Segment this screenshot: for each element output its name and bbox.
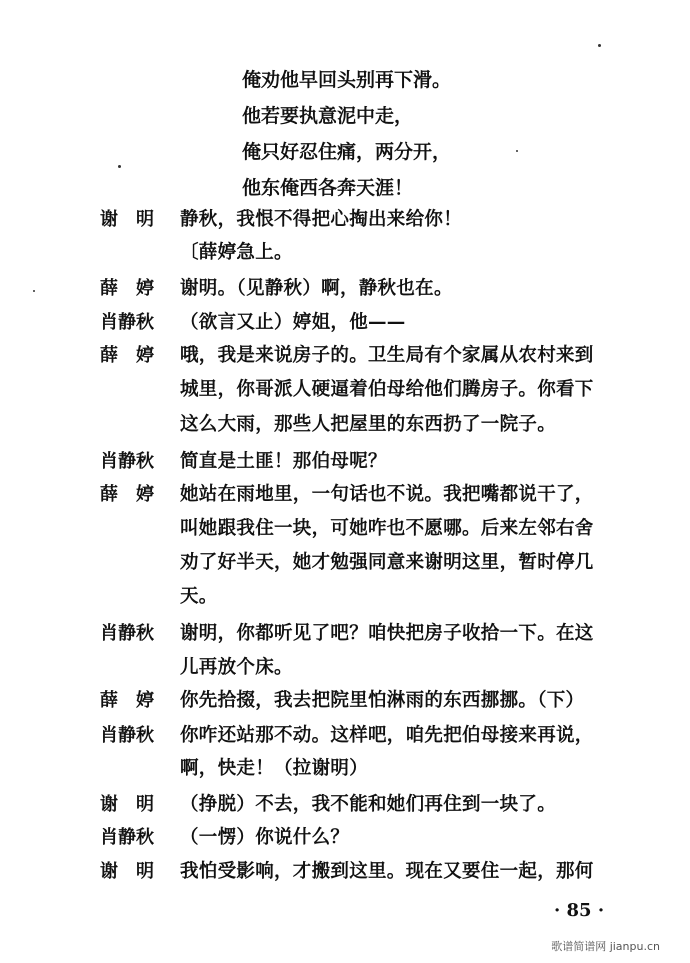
page-number: · 85 · <box>554 900 605 921</box>
speaker-name: 薛 婷 <box>100 278 154 299</box>
verse-line: 他若要执意泥中走， <box>242 105 414 127</box>
speaker-name: 肖静秋 <box>100 827 154 848</box>
dialogue-line: 静秋，我恨不得把心掏出来给你！ <box>180 209 463 230</box>
stage-direction: 〔薛婷急上。 <box>180 242 293 263</box>
speaker-name: 薛 婷 <box>100 690 154 711</box>
dialogue-line: 谢明，你都听见了吧？咱快把房子收拾一下。在这 <box>180 623 594 644</box>
print-speck <box>118 165 121 168</box>
speaker-name: 谢 明 <box>100 794 154 815</box>
dialogue-line: 天。 <box>180 586 218 607</box>
speaker-name: 薛 婷 <box>100 484 154 505</box>
dialogue-line: 哦，我是来说房子的。卫生局有个家属从农村来到 <box>180 345 594 366</box>
verse-line: 俺劝他早回头别再下滑。 <box>242 69 452 91</box>
dialogue-line: （欲言又止）婷姐，他—— <box>180 312 406 333</box>
print-speck <box>598 44 601 47</box>
verse-line: 他东俺西各奔天涯！ <box>242 177 414 199</box>
dialogue-line: 叫她跟我住一块，可她咋也不愿哪。后来左邻右舍 <box>180 518 594 539</box>
dialogue-line: 谢明。（见静秋）啊，静秋也在。 <box>180 278 453 299</box>
dialogue-line: 我怕受影响，才搬到这里。现在又要住一起，那何 <box>180 861 594 882</box>
speaker-name: 谢 明 <box>100 861 154 882</box>
speaker-name: 肖静秋 <box>100 725 154 746</box>
print-speck <box>516 150 518 152</box>
dialogue-line: 她站在雨地里，一句话也不说。我把嘴都说干了， <box>180 484 594 505</box>
dialogue-line: 你先拾掇，我去把院里怕淋雨的东西挪挪。（下） <box>180 690 585 711</box>
dialogue-line: 你咋还站那不动。这样吧，咱先把伯母接来再说， <box>180 725 594 746</box>
speaker-name: 肖静秋 <box>100 623 154 644</box>
print-speck <box>33 290 35 292</box>
speaker-name: 薛 婷 <box>100 345 154 366</box>
speaker-name: 肖静秋 <box>100 451 154 472</box>
verse-line: 俺只好忍住痛，两分开， <box>242 141 452 163</box>
dialogue-line: 啊，快走！（拉谢明） <box>180 758 369 779</box>
dialogue-line: （挣脱）不去，我不能和她们再住到一块了。 <box>180 794 557 815</box>
watermark: 歌谱简谱网 jianpu.cn <box>551 940 660 953</box>
dialogue-line: 这么大雨，那些人把屋里的东西扔了一院子。 <box>180 414 557 435</box>
dialogue-line: 简直是土匪！那伯母呢？ <box>180 451 387 472</box>
dialogue-line: 劝了好半天，她才勉强同意来谢明这里，暂时停几 <box>180 552 594 573</box>
dialogue-line: 城里，你哥派人硬逼着伯母给他们腾房子。你看下 <box>180 379 594 400</box>
speaker-name: 肖静秋 <box>100 312 154 333</box>
dialogue-line: 儿再放个床。 <box>180 657 293 678</box>
dialogue-line: （一愣）你说什么？ <box>180 827 350 848</box>
speaker-name: 谢 明 <box>100 209 154 230</box>
